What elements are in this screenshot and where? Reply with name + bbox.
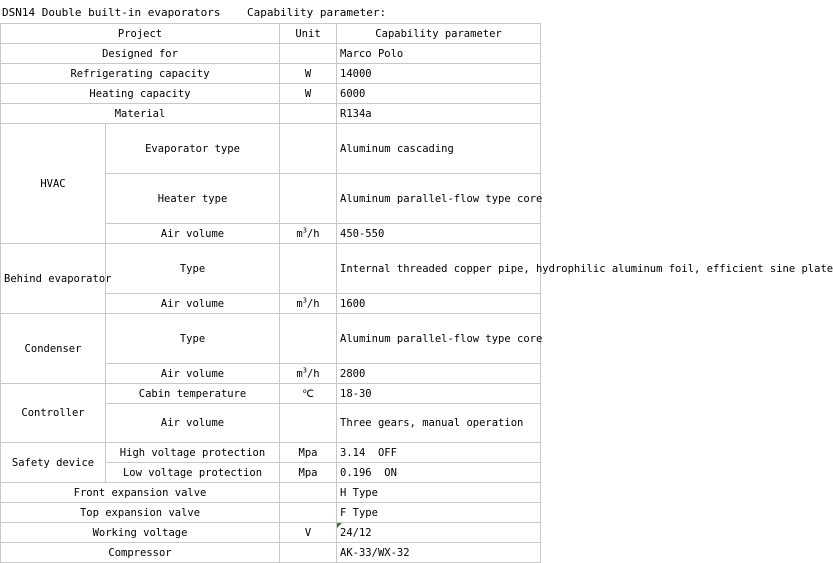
row-label: High voltage protection: [106, 443, 280, 463]
row-value: Three gears, manual operation: [337, 404, 541, 443]
unit-base: m: [296, 367, 303, 380]
row-value: 24/12: [337, 523, 541, 543]
table-row: [1, 483, 541, 503]
table-row: [1, 84, 541, 104]
row-label: Material: [1, 104, 280, 124]
row-label: Type: [106, 314, 280, 364]
row-label: Heating capacity: [1, 84, 280, 104]
row-label: Low voltage protection: [106, 463, 280, 483]
row-label: Designed for: [1, 44, 280, 64]
row-unit: Mpa: [280, 443, 337, 463]
unit-superscript: 3: [302, 226, 307, 234]
table-row: [1, 104, 541, 124]
header-project: Project: [1, 24, 280, 44]
row-label: Type: [106, 244, 280, 294]
table-row: [1, 384, 541, 404]
group-safety-device: Safety device: [1, 443, 106, 483]
row-value: H Type: [337, 483, 541, 503]
table-row: [1, 44, 541, 64]
row-unit: [280, 244, 337, 294]
row-unit: Mpa: [280, 463, 337, 483]
group-condenser: Condenser: [1, 314, 106, 384]
row-unit: [280, 174, 337, 224]
row-label: Compressor: [1, 543, 280, 563]
row-unit: [280, 294, 337, 314]
row-unit: [280, 483, 337, 503]
unit-tail: /h: [306, 227, 320, 240]
row-label: Cabin temperature: [106, 384, 280, 404]
row-label: Air volume: [106, 294, 280, 314]
row-unit: [280, 224, 337, 244]
unit-tail: /h: [306, 367, 320, 380]
table-row: [1, 523, 541, 543]
row-value: 3.14 OFF: [337, 443, 541, 463]
row-value: F Type: [337, 503, 541, 523]
table-row: [1, 543, 541, 563]
table-row: [1, 443, 541, 463]
row-unit: [280, 404, 337, 443]
row-unit: [280, 44, 337, 64]
row-label: Heater type: [106, 174, 280, 224]
row-value: R134a: [337, 104, 541, 124]
row-label: Working voltage: [1, 523, 280, 543]
table-row: [1, 244, 541, 294]
row-value: Internal threaded copper pipe, hydrophilic aluminum foil, efficient sine plate: [337, 244, 541, 294]
table-row: [1, 503, 541, 523]
row-value: 450-550: [337, 224, 541, 244]
row-unit: W: [280, 84, 337, 104]
row-label: Air volume: [106, 224, 280, 244]
row-value: Aluminum parallel-flow type core: [337, 314, 541, 364]
row-value: Marco Polo: [337, 44, 541, 64]
sheet-title: [2, 4, 386, 22]
row-unit: [280, 124, 337, 174]
row-unit: W: [280, 64, 337, 84]
product-name: DSN14 Double built-in evaporators: [2, 6, 221, 19]
row-unit: [280, 543, 337, 563]
header-unit: Unit: [280, 24, 337, 44]
row-unit: ℃: [280, 384, 337, 404]
row-value: 0.196 ON: [337, 463, 541, 483]
row-unit: [280, 364, 337, 384]
group-hvac: HVAC: [1, 124, 106, 244]
row-unit: [280, 314, 337, 364]
row-value: 14000: [337, 64, 541, 84]
unit-superscript: 3: [302, 366, 307, 374]
row-label: Air volume: [106, 404, 280, 443]
row-label: Air volume: [106, 364, 280, 384]
table-row: [1, 64, 541, 84]
unit-tail: /h: [306, 297, 320, 310]
row-label: Top expansion valve: [1, 503, 280, 523]
section-label: Capability parameter:: [247, 6, 387, 19]
header-row: [1, 24, 541, 44]
row-value: 2800: [337, 364, 541, 384]
row-value: Aluminum cascading: [337, 124, 541, 174]
table-row: [1, 314, 541, 364]
unit-superscript: 3: [302, 296, 307, 304]
row-value: Aluminum parallel-flow type core: [337, 174, 541, 224]
spec-table: [0, 23, 833, 563]
row-value: 1600: [337, 294, 541, 314]
row-value: 6000: [337, 84, 541, 104]
row-label: Refrigerating capacity: [1, 64, 280, 84]
table-row: [1, 124, 541, 174]
row-unit: [280, 104, 337, 124]
unit-base: m: [296, 297, 303, 310]
row-label: Evaporator type: [106, 124, 280, 174]
group-controller: Controller: [1, 384, 106, 443]
header-capability: Capability parameter: [337, 24, 541, 44]
unit-base: m: [296, 227, 303, 240]
row-label: Front expansion valve: [1, 483, 280, 503]
row-value: 18-30: [337, 384, 541, 404]
group-behind-evaporator: Behind evaporator: [1, 244, 106, 314]
row-unit: V: [280, 523, 337, 543]
row-value: AK-33/WX-32: [337, 543, 541, 563]
row-unit: [280, 503, 337, 523]
